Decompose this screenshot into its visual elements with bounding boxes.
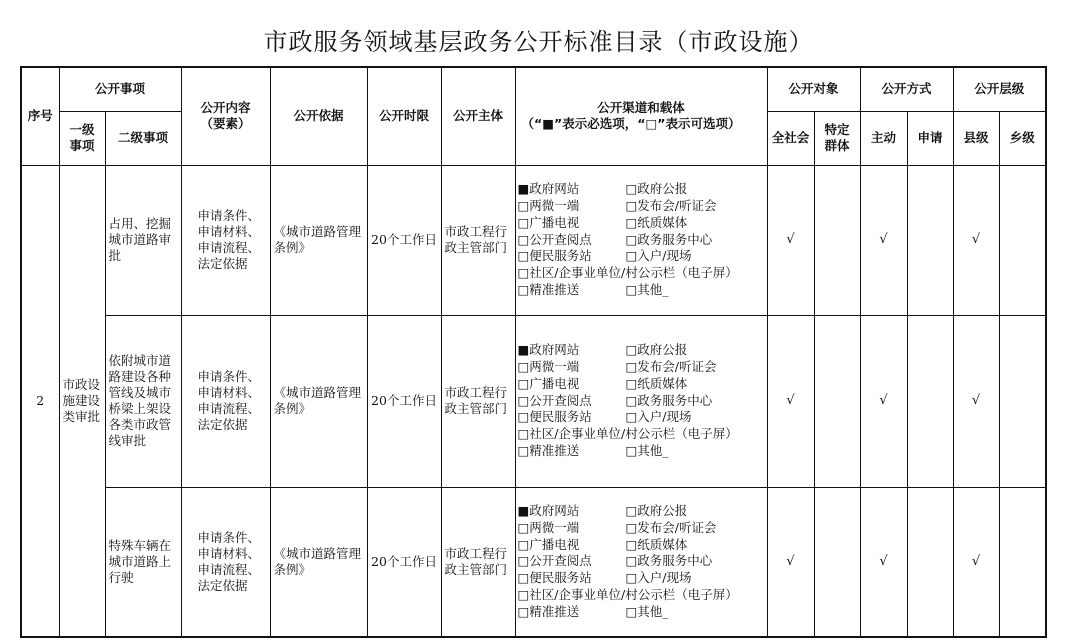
channel-option: □纸质媒体	[625, 214, 688, 230]
level2-cell: 特殊车辆在城市道路上行驶	[105, 487, 181, 637]
channel-option: □纸质媒体	[625, 536, 688, 552]
channel-option: □入户/现场	[625, 248, 692, 264]
channel-option: □政务服务中心	[625, 231, 713, 247]
seq-cell: 2	[21, 165, 59, 637]
channel-option: □政府公报	[625, 181, 688, 197]
channel-option: □便民服务站	[517, 248, 592, 264]
header-level1: 一级事项	[59, 111, 105, 165]
channel-option: □政务服务中心	[625, 553, 713, 569]
channel-option: □精准推送	[517, 442, 580, 458]
header-subject: 公开主体	[441, 67, 515, 165]
method-apply-cell	[907, 165, 953, 315]
channels-cell	[515, 487, 767, 637]
channel-option: ■政府网站	[517, 181, 580, 197]
channel-option: □社区/企事业单位/村公示栏（电子屏）	[517, 426, 738, 442]
channel-option: □广播电视	[517, 536, 580, 552]
channel-option: □入户/现场	[625, 409, 692, 425]
header-level: 公开层级	[953, 67, 1046, 111]
subject-cell: 市政工程行政主管部门	[441, 487, 515, 637]
header-channels-note: （“■”表示必选项，“□”表示可选项）	[521, 116, 741, 132]
channels-cell	[515, 315, 767, 487]
audience-specific-cell	[814, 165, 860, 315]
audience-specific-cell	[814, 487, 860, 637]
level-county-cell: √	[953, 165, 999, 315]
header-seq: 序号	[21, 67, 59, 165]
channel-option: □公开查阅点	[517, 553, 592, 569]
header-channels-title: 公开渠道和载体	[597, 100, 685, 116]
level-county-cell: √	[953, 487, 999, 637]
level-township-cell	[999, 487, 1046, 637]
time-limit-cell: 20个工作日	[367, 315, 441, 487]
method-active-cell: √	[860, 487, 907, 637]
method-apply-cell	[907, 487, 953, 637]
channel-option: □两微一端	[517, 519, 580, 535]
audience-all-cell: √	[767, 315, 814, 487]
channel-option: □政府公报	[625, 342, 688, 358]
basis-cell: 《城市道路管理条例》	[270, 487, 367, 637]
header-level-township: 乡级	[999, 111, 1046, 165]
header-audience-specific: 特定群体	[814, 111, 860, 165]
channel-option: □社区/企事业单位/村公示栏（电子屏）	[517, 586, 738, 602]
header-level2: 二级事项	[105, 111, 181, 165]
header-channels	[515, 67, 767, 165]
method-apply-cell	[907, 315, 953, 487]
catalog-table	[20, 66, 1047, 638]
channel-option: □其他_	[625, 603, 669, 619]
channel-option: □广播电视	[517, 375, 580, 391]
level-county-cell: √	[953, 315, 999, 487]
channel-option: □发布会/听证会	[625, 198, 717, 213]
header-method-active: 主动	[860, 111, 907, 165]
channel-option: □纸质媒体	[625, 375, 688, 391]
channel-option: □两微一端	[517, 198, 580, 213]
level-township-cell	[999, 315, 1046, 487]
time-limit-cell: 20个工作日	[367, 165, 441, 315]
subject-cell: 市政工程行政主管部门	[441, 165, 515, 315]
header-content: 公开内容（要素）	[181, 67, 270, 165]
header-method: 公开方式	[860, 67, 953, 111]
page-title: 市政服务领域基层政务公开标准目录（市政设施）	[263, 28, 814, 56]
subject-cell: 市政工程行政主管部门	[441, 315, 515, 487]
channel-option: □公开查阅点	[517, 392, 592, 408]
channel-option: □政务服务中心	[625, 392, 713, 408]
header-level-county: 县级	[953, 111, 999, 165]
channel-option: □其他_	[625, 281, 669, 297]
channel-option: ■政府网站	[517, 342, 580, 358]
channel-option: □其他_	[625, 442, 669, 458]
channels-cell	[515, 165, 767, 315]
content-cell: 申请条件、申请材料、申请流程、法定依据	[181, 487, 270, 637]
channel-option: □两微一端	[517, 359, 580, 374]
level1-cell: 市政设施建设类审批	[59, 165, 105, 637]
channel-option: □入户/现场	[625, 570, 692, 586]
header-basis: 公开依据	[270, 67, 367, 165]
channel-option: □便民服务站	[517, 570, 592, 586]
audience-specific-cell	[814, 315, 860, 487]
level2-cell: 占用、挖掘城市道路审批	[105, 165, 181, 315]
method-active-cell: √	[860, 165, 907, 315]
channel-option: □发布会/听证会	[625, 519, 717, 535]
level2-cell: 依附城市道路建设各种管线及城市桥梁上架设各类市政管线审批	[105, 315, 181, 487]
channel-option: □广播电视	[517, 214, 580, 230]
content-cell: 申请条件、申请材料、申请流程、法定依据	[181, 165, 270, 315]
header-time-limit: 公开时限	[367, 67, 441, 165]
channel-option: ■政府网站	[517, 502, 580, 518]
channel-option: □精准推送	[517, 281, 580, 297]
header-method-apply: 申请	[907, 111, 953, 165]
channel-option: □公开查阅点	[517, 231, 592, 247]
channel-option: □社区/企事业单位/村公示栏（电子屏）	[517, 265, 738, 281]
audience-all-cell: √	[767, 487, 814, 637]
method-active-cell: √	[860, 315, 907, 487]
channel-option: □发布会/听证会	[625, 359, 717, 374]
channel-option: □精准推送	[517, 603, 580, 619]
header-audience-all: 全社会	[767, 111, 814, 165]
audience-all-cell: √	[767, 165, 814, 315]
table-row	[21, 315, 1046, 487]
channel-option: □政府公报	[625, 502, 688, 518]
header-audience: 公开对象	[767, 67, 860, 111]
content-cell: 申请条件、申请材料、申请流程、法定依据	[181, 315, 270, 487]
channel-option: □便民服务站	[517, 409, 592, 425]
time-limit-cell: 20个工作日	[367, 487, 441, 637]
basis-cell: 《城市道路管理条例》	[270, 315, 367, 487]
header-matter: 公开事项	[59, 67, 181, 111]
level-township-cell	[999, 165, 1046, 315]
basis-cell: 《城市道路管理条例》	[270, 165, 367, 315]
table-row	[21, 165, 1046, 315]
table-row	[21, 487, 1046, 637]
